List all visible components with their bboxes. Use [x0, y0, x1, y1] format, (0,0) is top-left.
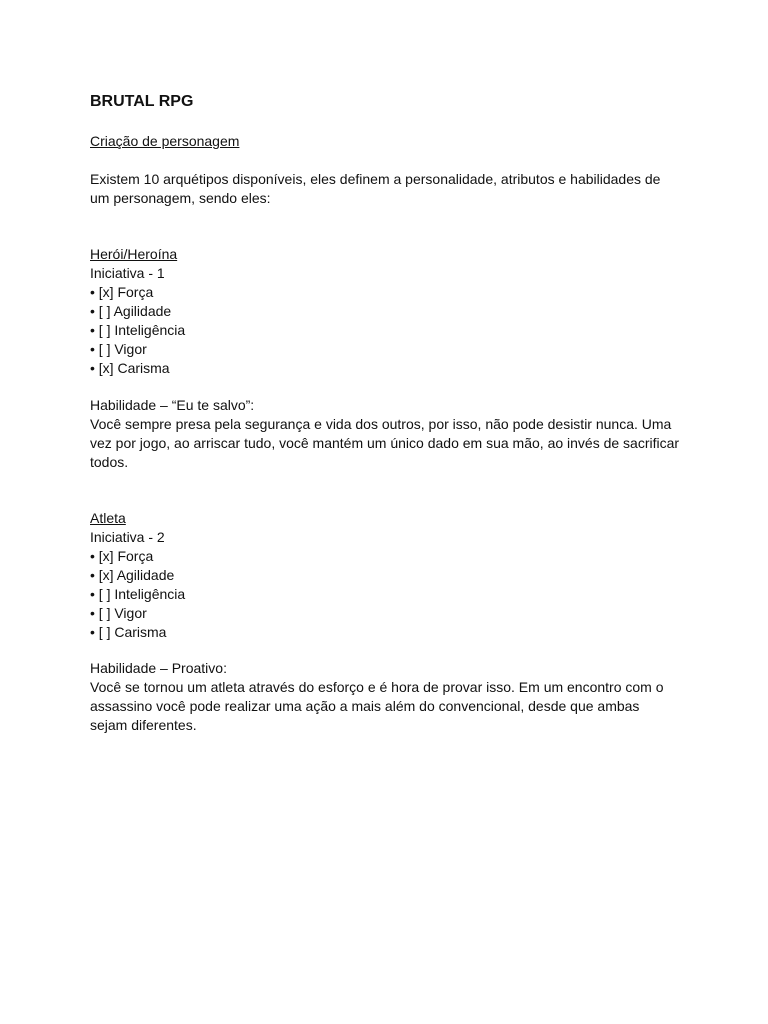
attribute-item: • [ ] Vigor — [90, 341, 147, 357]
intro-block — [90, 170, 690, 208]
archetype-initiative: Iniciativa - 2 — [90, 529, 165, 545]
section-heading: Criação de personagem — [90, 133, 240, 149]
attribute-item: • [ ] Agilidade — [90, 303, 172, 319]
archetype-initiative: Iniciativa - 1 — [90, 265, 165, 281]
archetype-atleta — [90, 509, 690, 642]
archetype-name: Herói/Heroína — [90, 246, 178, 262]
attribute-item: • [ ] Vigor — [90, 605, 147, 621]
attribute-item: • [ ] Inteligência — [90, 322, 186, 338]
ability-text: Você sempre presa pela segurança e vida dos outros, por isso, não pode desistir nunca. Uma vez por jogo, ao arriscar tudo, você mantém um único dado em sua mão, ao invés de sacrificar todos. — [90, 416, 680, 470]
document-title: BRUTAL RPG — [90, 93, 194, 110]
ability-text: Você se tornou um atleta através do esforço e é hora de provar isso. Em um encontro com o assassino você pode realizar uma ação a mais além do convencional, desde que ambas sejam diferentes. — [90, 679, 664, 733]
archetype-heroi — [90, 245, 690, 378]
ability-atleta — [90, 659, 690, 735]
attribute-item: • [x] Agilidade — [90, 567, 175, 583]
section-heading-block — [90, 132, 690, 151]
intro-paragraph: Existem 10 arquétipos disponíveis, eles definem a personalidade, atributos e habilidades de um personagem, sendo eles: — [90, 171, 661, 206]
archetype-name: Atleta — [90, 510, 126, 526]
ability-title: Habilidade – “Eu te salvo”: — [90, 397, 255, 413]
attribute-item: • [ ] Carisma — [90, 624, 167, 640]
attribute-item: • [x] Carisma — [90, 360, 170, 376]
attribute-item: • [ ] Inteligência — [90, 586, 186, 602]
attribute-item: • [x] Força — [90, 284, 154, 300]
ability-title: Habilidade – Proativo: — [90, 660, 227, 676]
attribute-item: • [x] Força — [90, 548, 154, 564]
ability-heroi — [90, 396, 690, 472]
